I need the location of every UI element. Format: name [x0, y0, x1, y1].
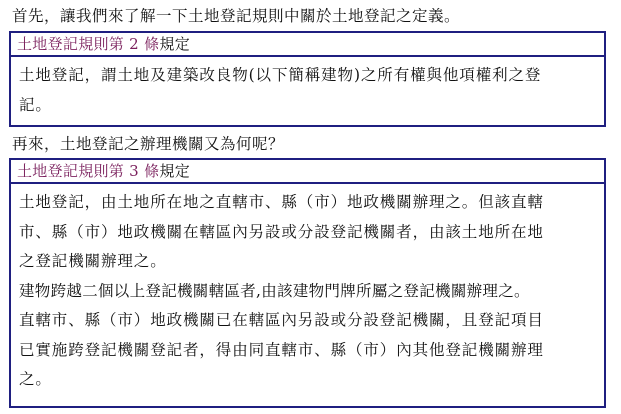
regulation-line: 之。: [19, 370, 52, 388]
regulation-reference: 土地登記規則第 2 條: [17, 35, 160, 53]
regulation-body: [11, 57, 604, 120]
regulation-box-article-3: [9, 158, 606, 408]
regulation-line: 已實施跨登記機關登記者，得由同直轄市、縣（市）內其他登記機關辦理: [19, 340, 544, 359]
regulation-line: 之登記機關辦理之。: [19, 252, 167, 270]
regulation-line: 建物跨越二個以上登記機關轄區者,由該建物門牌所屬之登記機關辦理之。: [19, 281, 530, 300]
regulation-heading: [11, 160, 604, 184]
regulation-line: 市、縣（市）地政機關在轄區內另設或分設登記機關者，由該土地所在地: [19, 222, 544, 241]
regulation-reference: 土地登記規則第 3 條: [17, 162, 160, 180]
regulation-heading: [11, 33, 604, 57]
regulation-line: 直轄市、縣（市）地政機關已在轄區內另設或分設登記機關，且登記項目: [19, 311, 544, 329]
regulation-line: 土地登記，由土地所在地之直轄市、縣（市）地政機關辦理之。但該直轄: [19, 193, 544, 211]
regulation-line: 土地登記，謂土地及建築改良物(以下簡稱建物)之所有權與他項權利之登: [19, 66, 542, 84]
intro-text-definition: 首先，讓我們來了解一下土地登記規則中關於土地登記之定義。: [12, 7, 461, 25]
regulation-heading-suffix: 規定: [159, 162, 190, 180]
regulation-body: [11, 184, 604, 395]
intro-text-authority: 再來，土地登記之辦理機關又為何呢？: [12, 135, 285, 153]
regulation-heading-suffix: 規定: [159, 35, 190, 53]
regulation-box-article-2: [9, 31, 606, 127]
regulation-line: 記。: [19, 95, 52, 114]
